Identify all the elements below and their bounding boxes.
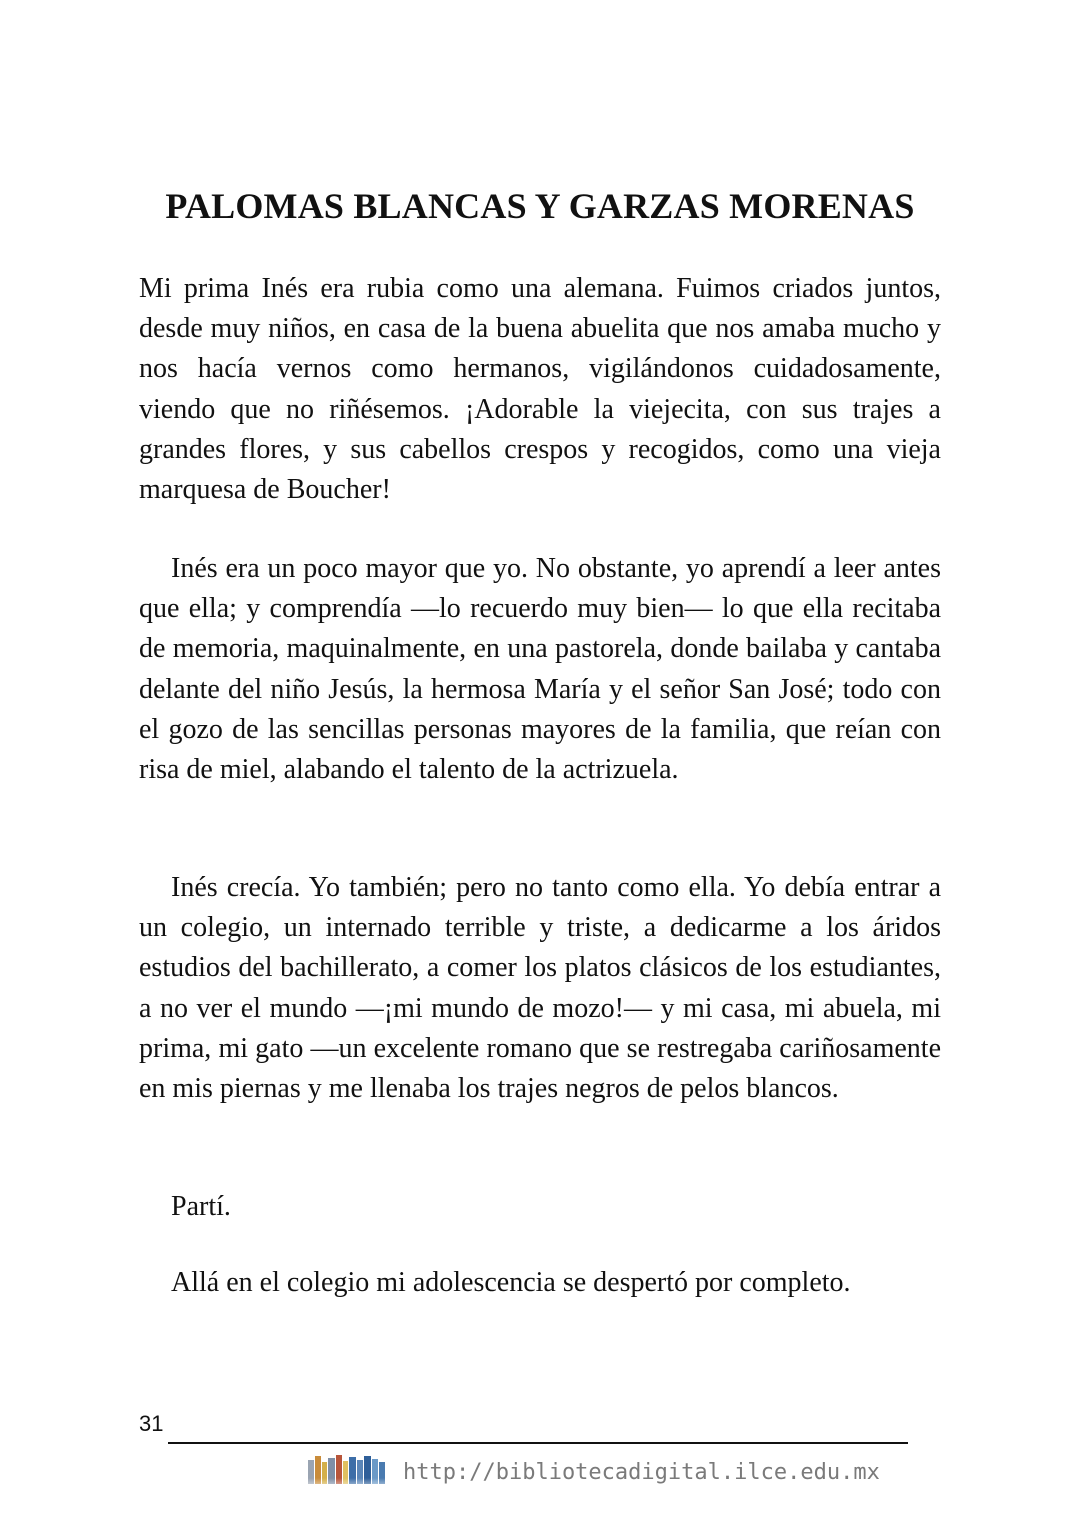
page-title: PALOMAS BLANCAS Y GARZAS MORENAS: [165, 186, 915, 226]
paragraph-3: Inés crecía. Yo también; pero no tanto como ella. Yo debía entrar a un colegio, un internado terrible y triste, a dedicarme a los áridos estudios del bachillerato, a comer los platos clásicos de los estudiantes, a no ver el mundo —¡mi mundo de mozo!— y mi casa, mi abuela, mi prima, mi gato —un excelente romano que se restregaba cariñosamente en mis piernas y me llenaba los trajes negros de pelos blancos.: [139, 872, 941, 1105]
footer-url-link[interactable]: http://bibliotecadigital.ilce.edu.mx: [403, 1460, 880, 1485]
footer-divider: [168, 1442, 908, 1444]
books-logo-icon: [306, 1452, 392, 1492]
paragraph-2: Inés era un poco mayor que yo. No obstante, yo aprendí a leer antes que ella; y comprendía —lo recuerdo muy bien— lo que ella recitaba de memoria, maquinalmente, en una pastorela, donde bailaba y cantaba delante del niño Jesús, la hermosa María y el señor San José; todo con el gozo de las sencillas personas mayores de la familia, que reían con risa de miel, alabando el talento de la actrizuela.: [139, 553, 941, 786]
paragraph-4: Partí.: [171, 1191, 231, 1222]
paragraph-1: Mi prima Inés era rubia como una alemana. Fuimos criados juntos, desde muy niños, en casa de la buena abuelita que nos amaba mucho y nos hacía vernos como hermanos, vigilándonos cuidadosamente, viendo que no riñésemos. ¡Adorable la viejecita, con sus trajes a grandes flores, y sus cabellos crespos y recogidos, como una vieja marquesa de Boucher!: [139, 273, 941, 506]
paragraph-5: Allá en el colegio mi adolescencia se despertó por completo.: [171, 1267, 851, 1298]
page-number: 31: [139, 1411, 164, 1436]
